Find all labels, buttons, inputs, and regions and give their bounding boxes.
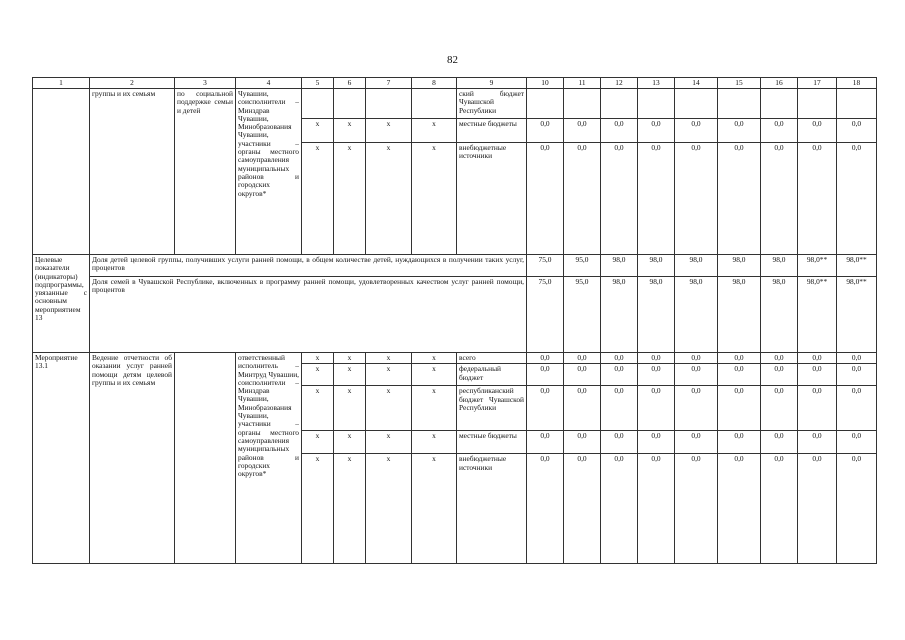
executors-cell: ответственный исполнитель – Минтруд Чувашии, соисполнители – Минздрав Чувашии, Минобразования Чувашии, участники – органы местного самоуправления муниципальных районов и городских округов* xyxy=(236,353,302,564)
column-header: 4 xyxy=(236,78,302,89)
code-cell: х xyxy=(302,454,334,564)
column-header: 1 xyxy=(33,78,90,89)
funding-source-cell: всего xyxy=(457,353,527,364)
code-cell: х xyxy=(334,431,366,454)
column-header: 3 xyxy=(175,78,236,89)
code-cell: х xyxy=(334,119,366,143)
value-cell xyxy=(638,89,675,119)
value-cell: 0,0 xyxy=(837,119,877,143)
column-header: 9 xyxy=(457,78,527,89)
column-header: 15 xyxy=(718,78,761,89)
indicator-value-cell: 98,0 xyxy=(638,277,675,353)
value-cell: 0,0 xyxy=(718,143,761,255)
value-cell: 0,0 xyxy=(564,386,601,431)
code-cell: х xyxy=(302,143,334,255)
header-row xyxy=(33,78,877,89)
value-cell: 0,0 xyxy=(675,364,718,386)
value-cell: 0,0 xyxy=(638,119,675,143)
column-header: 13 xyxy=(638,78,675,89)
code-cell: х xyxy=(366,454,412,564)
value-cell: 0,0 xyxy=(675,386,718,431)
indicator-value-cell: 98,0 xyxy=(675,255,718,277)
related-measure-cell xyxy=(175,353,236,564)
column-header: 2 xyxy=(90,78,175,89)
value-cell: 0,0 xyxy=(798,431,837,454)
column-header: 11 xyxy=(564,78,601,89)
value-cell: 0,0 xyxy=(527,386,564,431)
value-cell: 0,0 xyxy=(718,454,761,564)
indicator-value-cell: 98,0** xyxy=(837,255,877,277)
code-cell xyxy=(302,89,334,119)
value-cell: 0,0 xyxy=(837,143,877,255)
code-cell xyxy=(412,89,457,119)
code-cell: х xyxy=(302,364,334,386)
column-header: 17 xyxy=(798,78,837,89)
value-cell: 0,0 xyxy=(761,119,798,143)
column-header: 7 xyxy=(366,78,412,89)
indicator-value-cell: 95,0 xyxy=(564,277,601,353)
value-cell: 0,0 xyxy=(601,386,638,431)
code-cell: х xyxy=(302,119,334,143)
code-cell: х xyxy=(334,386,366,431)
value-cell: 0,0 xyxy=(675,119,718,143)
executors-cell: Чувашии, соисполнители – Минздрав Чувашии, Минобразования Чувашии, участники – органы местного самоуправления муниципальных районов и городских округов* xyxy=(236,89,302,255)
value-cell: 0,0 xyxy=(718,364,761,386)
code-cell xyxy=(366,89,412,119)
value-cell: 0,0 xyxy=(718,353,761,364)
indicator-value-cell: 98,0 xyxy=(761,255,798,277)
funding-source-cell: федеральный бюджет xyxy=(457,364,527,386)
code-cell: х xyxy=(412,364,457,386)
column-header: 16 xyxy=(761,78,798,89)
value-cell: 0,0 xyxy=(527,353,564,364)
indicator-row xyxy=(33,277,877,353)
indicator-value-cell: 98,0 xyxy=(718,277,761,353)
value-cell: 0,0 xyxy=(564,431,601,454)
code-cell: х xyxy=(334,364,366,386)
value-cell: 0,0 xyxy=(564,143,601,255)
value-cell: 0,0 xyxy=(527,454,564,564)
value-cell: 0,0 xyxy=(601,119,638,143)
value-cell: 0,0 xyxy=(837,353,877,364)
program-table xyxy=(32,77,877,564)
value-cell: 0,0 xyxy=(837,386,877,431)
value-cell: 0,0 xyxy=(601,431,638,454)
column-header: 18 xyxy=(837,78,877,89)
value-cell: 0,0 xyxy=(761,386,798,431)
indicator-text-cell: Доля детей целевой группы, получивших услуги ранней помощи, в общем количестве детей, нуждающихся в получении таких услуг, процентов xyxy=(90,255,527,277)
table-row xyxy=(33,353,877,364)
code-cell xyxy=(334,89,366,119)
value-cell xyxy=(718,89,761,119)
indicator-value-cell: 75,0 xyxy=(527,277,564,353)
activity-name-cell xyxy=(33,89,90,255)
value-cell: 0,0 xyxy=(527,431,564,454)
related-measure-cell: по социальной поддержке семьи и детей xyxy=(175,89,236,255)
value-cell: 0,0 xyxy=(638,454,675,564)
code-cell: х xyxy=(302,431,334,454)
code-cell: х xyxy=(302,386,334,431)
value-cell: 0,0 xyxy=(675,431,718,454)
code-cell: х xyxy=(366,353,412,364)
value-cell: 0,0 xyxy=(798,386,837,431)
value-cell: 0,0 xyxy=(601,454,638,564)
value-cell: 0,0 xyxy=(837,431,877,454)
value-cell: 0,0 xyxy=(675,454,718,564)
code-cell: х xyxy=(412,143,457,255)
indicator-value-cell: 98,0 xyxy=(638,255,675,277)
value-cell: 0,0 xyxy=(564,364,601,386)
value-cell: 0,0 xyxy=(718,119,761,143)
value-cell: 0,0 xyxy=(798,454,837,564)
value-cell xyxy=(564,89,601,119)
column-header: 12 xyxy=(601,78,638,89)
funding-source-cell: республиканский бюджет Чувашской Республики xyxy=(457,386,527,431)
value-cell: 0,0 xyxy=(564,454,601,564)
funding-source-cell: местные бюджеты xyxy=(457,431,527,454)
value-cell: 0,0 xyxy=(675,353,718,364)
page-number: 82 xyxy=(447,54,458,66)
column-header: 8 xyxy=(412,78,457,89)
value-cell: 0,0 xyxy=(675,143,718,255)
value-cell: 0,0 xyxy=(718,431,761,454)
funding-source-cell: внебюджетные источники xyxy=(457,454,527,564)
value-cell: 0,0 xyxy=(527,119,564,143)
value-cell: 0,0 xyxy=(601,143,638,255)
code-cell: х xyxy=(366,386,412,431)
indicator-value-cell: 98,0 xyxy=(761,277,798,353)
code-cell: х xyxy=(366,143,412,255)
table-row xyxy=(33,89,877,119)
activity-name-cell: Мероприятие 13.1 xyxy=(33,353,90,564)
value-cell: 0,0 xyxy=(601,353,638,364)
value-cell: 0,0 xyxy=(638,143,675,255)
code-cell: х xyxy=(334,353,366,364)
indicator-value-cell: 98,0 xyxy=(675,277,718,353)
indicator-value-cell: 98,0 xyxy=(601,255,638,277)
indicator-value-cell: 98,0 xyxy=(601,277,638,353)
value-cell: 0,0 xyxy=(564,353,601,364)
indicator-value-cell: 98,0** xyxy=(798,277,837,353)
value-cell: 0,0 xyxy=(564,119,601,143)
funding-source-cell: местные бюджеты xyxy=(457,119,527,143)
indicator-row xyxy=(33,255,877,277)
value-cell xyxy=(798,89,837,119)
value-cell: 0,0 xyxy=(638,364,675,386)
value-cell: 0,0 xyxy=(601,364,638,386)
value-cell: 0,0 xyxy=(798,143,837,255)
indicators-label-cell: Целевые показатели (индикаторы) подпрограммы, увязанные с основным мероприятием 13 xyxy=(33,255,90,353)
value-cell: 0,0 xyxy=(798,119,837,143)
indicator-value-cell: 75,0 xyxy=(527,255,564,277)
value-cell xyxy=(761,89,798,119)
value-cell: 0,0 xyxy=(761,431,798,454)
code-cell: х xyxy=(366,364,412,386)
funding-source-cell: ский бюджет Чувашской Республики xyxy=(457,89,527,119)
value-cell: 0,0 xyxy=(761,353,798,364)
value-cell xyxy=(675,89,718,119)
value-cell: 0,0 xyxy=(837,454,877,564)
code-cell: х xyxy=(334,143,366,255)
value-cell: 0,0 xyxy=(798,364,837,386)
value-cell: 0,0 xyxy=(638,386,675,431)
code-cell: х xyxy=(412,431,457,454)
value-cell: 0,0 xyxy=(761,454,798,564)
value-cell: 0,0 xyxy=(527,364,564,386)
value-cell: 0,0 xyxy=(761,364,798,386)
value-cell: 0,0 xyxy=(718,386,761,431)
activity-description-cell: Ведение отчетности об оказании услуг ранней помощи детям целевой группы и их семьям xyxy=(90,353,175,564)
code-cell: х xyxy=(366,431,412,454)
column-header: 10 xyxy=(527,78,564,89)
code-cell: х xyxy=(366,119,412,143)
code-cell: х xyxy=(412,454,457,564)
value-cell xyxy=(527,89,564,119)
column-header: 14 xyxy=(675,78,718,89)
value-cell: 0,0 xyxy=(837,364,877,386)
value-cell: 0,0 xyxy=(798,353,837,364)
code-cell: х xyxy=(412,119,457,143)
value-cell: 0,0 xyxy=(527,143,564,255)
indicator-value-cell: 98,0 xyxy=(718,255,761,277)
value-cell xyxy=(601,89,638,119)
column-header: 5 xyxy=(302,78,334,89)
indicator-text-cell: Доля семей в Чувашской Республике, включенных в программу ранней помощи, удовлетворенных качеством услуг ранней помощи, процентов xyxy=(90,277,527,353)
code-cell: х xyxy=(412,386,457,431)
column-header: 6 xyxy=(334,78,366,89)
funding-source-cell: внебюджетные источники xyxy=(457,143,527,255)
value-cell: 0,0 xyxy=(638,353,675,364)
value-cell: 0,0 xyxy=(761,143,798,255)
code-cell: х xyxy=(302,353,334,364)
value-cell xyxy=(837,89,877,119)
value-cell: 0,0 xyxy=(638,431,675,454)
indicator-value-cell: 95,0 xyxy=(564,255,601,277)
code-cell: х xyxy=(412,353,457,364)
code-cell: х xyxy=(334,454,366,564)
activity-description-cell: группы и их семьям xyxy=(90,89,175,255)
indicator-value-cell: 98,0** xyxy=(837,277,877,353)
indicator-value-cell: 98,0** xyxy=(798,255,837,277)
